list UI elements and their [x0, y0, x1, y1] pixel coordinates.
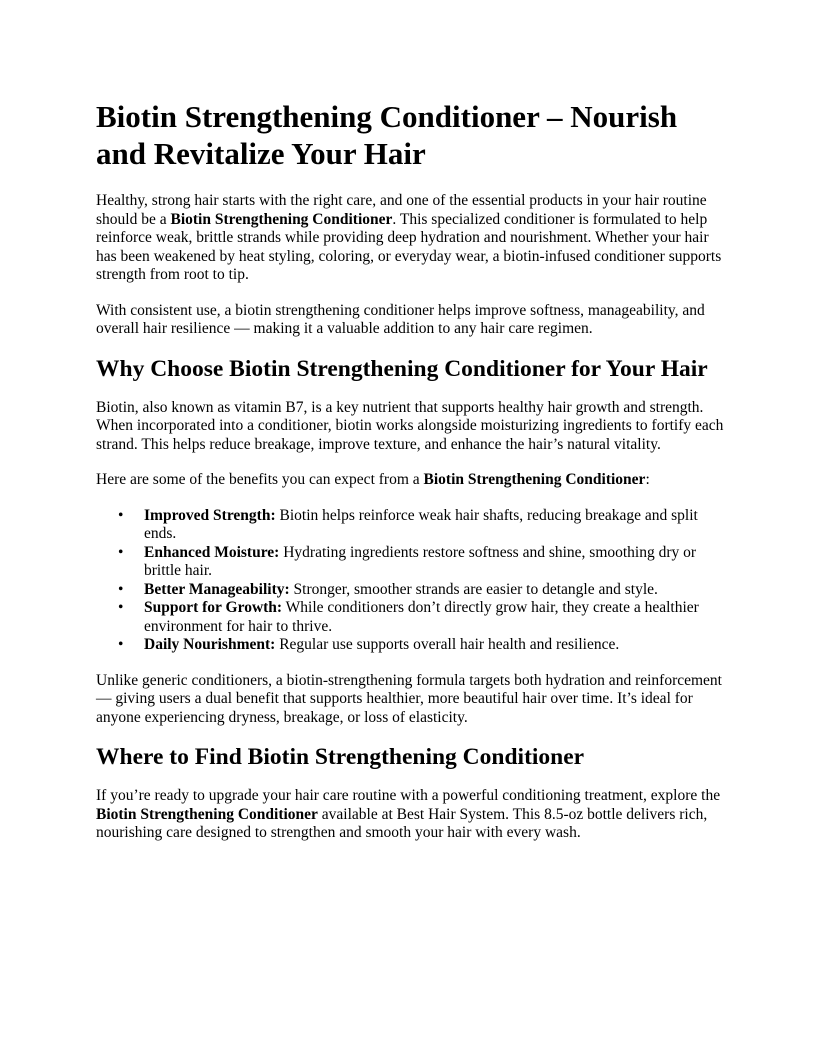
benefit-label: Enhanced Moisture:	[144, 543, 280, 561]
closing-paragraph: Unlike generic conditioners, a biotin-strengthening formula targets both hydration and reinforcement — giving users a dual benefit that supports healthier, more beautiful hair over time. It’s ideal for anyone experiencing dryness, breakage, or loss of elasticity.	[96, 671, 722, 726]
page-title: Biotin Strengthening Conditioner – Nourish and Revitalize Your Hair	[96, 99, 678, 171]
intro-product-name: Biotin Strengthening Conditioner	[170, 210, 393, 228]
benefit-label: Daily Nourishment:	[144, 636, 276, 653]
benefit-label: Improved Strength:	[144, 506, 276, 524]
list-item	[118, 543, 724, 581]
benefits-list	[96, 507, 724, 655]
benefits-intro-paragraph	[96, 471, 724, 490]
intro-text-end: . This specialized conditioner is formulated to help reinforce weak, brittle strands while providing deep hydration and nourishment. Whether your hair has been weakened by heat styling, coloring, or everyday wear, a biotin-infused conditioner supports strength from root to tip.	[96, 210, 722, 283]
intro-text-start: Healthy, strong hair starts with the right care, and one of the essential products in your hair routine should be a	[96, 192, 707, 228]
list-item	[118, 599, 724, 636]
document-content	[96, 98, 724, 843]
bullet-icon: •	[118, 580, 124, 598]
benefit-label: Support for Growth:	[144, 599, 283, 616]
biotin-explanation-paragraph: Biotin, also known as vitamin B7, is a key nutrient that supports healthy hair growth and strength. When incorporated into a conditioner, biotin works alongside moisturizing ingredients to fortify each strand. This helps reduce breakage, improve texture, and enhance the hair’s natural vitality.	[96, 398, 724, 453]
benefit-label: Better Manageability:	[144, 580, 290, 598]
where-to-find-paragraph	[96, 787, 724, 843]
benefit-text: While conditioners don’t directly grow hair, they create a healthier environment for hair to thrive.	[144, 599, 699, 635]
where-product-name: Biotin Strengthening Conditioner	[96, 805, 318, 823]
section-heading-why-choose: Why Choose Biotin Strengthening Conditioner for Your Hair	[96, 355, 708, 382]
consistent-use-paragraph: With consistent use, a biotin strengthening conditioner helps improve softness, manageability, and overall hair resilience — making it a valuable addition to any hair care regimen.	[96, 301, 705, 337]
list-item	[118, 506, 724, 544]
bullet-icon: •	[118, 599, 124, 616]
bullet-icon: •	[118, 636, 124, 653]
intro-paragraph	[96, 192, 724, 285]
benefits-intro-product-name: Biotin Strengthening Conditioner	[423, 471, 646, 488]
list-item	[118, 580, 724, 600]
where-text-start: If you’re ready to upgrade your hair care routine with a powerful conditioning treatment, explore the	[96, 787, 721, 804]
benefit-text: Biotin helps reinforce weak hair shafts, reducing breakage and split ends.	[144, 506, 698, 542]
benefits-intro-text-start: Here are some of the benefits you can expect from a	[96, 471, 424, 488]
benefit-text: Regular use supports overall hair health and resilience.	[275, 636, 620, 653]
where-text-end: available at Best Hair System. This 8.5-oz bottle delivers rich, nourishing care designed to strengthen and smooth your hair with every wash.	[96, 805, 708, 841]
list-item	[118, 636, 724, 655]
bullet-icon: •	[118, 543, 124, 561]
benefits-intro-text-end: :	[645, 471, 650, 488]
section-heading-where-to-find: Where to Find Biotin Strengthening Conditioner	[96, 744, 585, 770]
bullet-icon: •	[118, 506, 124, 524]
benefit-text: Hydrating ingredients restore softness and shine, smoothing dry or brittle hair.	[144, 543, 697, 579]
benefit-text: Stronger, smoother strands are easier to detangle and style.	[289, 580, 658, 598]
